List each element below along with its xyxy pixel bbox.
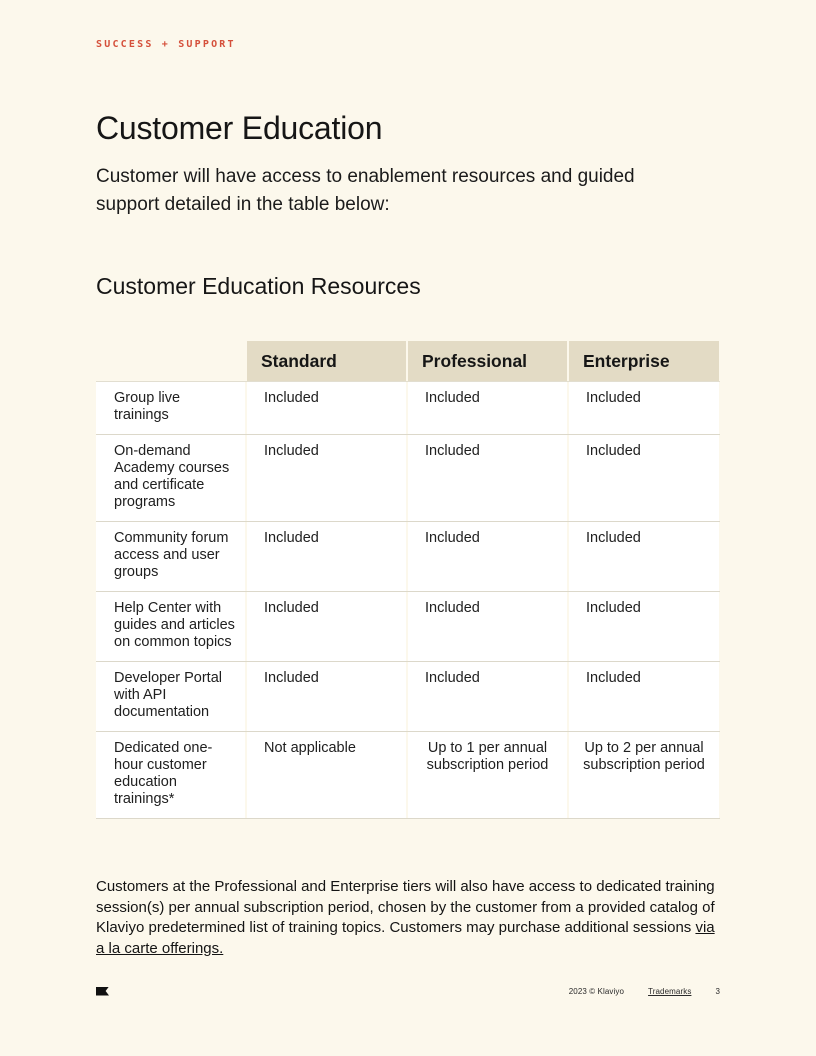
cell-standard: Included <box>247 522 406 591</box>
table-header-empty-cell <box>96 341 245 381</box>
education-resources-table <box>96 341 720 819</box>
cell-standard: Included <box>247 662 406 731</box>
table-body <box>96 381 720 819</box>
table-row <box>96 732 720 819</box>
section-title: Customer Education Resources <box>96 273 421 299</box>
table-header-standard: Standard <box>247 341 406 381</box>
a-la-carte-offerings-link[interactable]: via a la carte offerings. <box>96 919 715 957</box>
footer-meta <box>569 987 720 996</box>
footnote-paragraph <box>96 877 716 959</box>
row-label: Group live trainings <box>96 382 245 434</box>
cell-enterprise: Included <box>569 592 719 661</box>
cell-enterprise: Included <box>569 522 719 591</box>
cell-standard: Included <box>247 382 406 434</box>
page-title: Customer Education <box>96 110 383 146</box>
cell-professional: Included <box>408 522 567 591</box>
klaviyo-logo-icon <box>96 987 109 996</box>
table-row <box>96 592 720 662</box>
row-label: Community forum access and user groups <box>96 522 245 591</box>
footnote-text: Customers at the Professional and Enterprise tiers will also have access to dedicated training session(s) per annual subscription period, chosen by the customer from a provided catalog of Klaviyo predetermined list of training topics. Customers may purchase additional sessions <box>96 878 715 936</box>
cell-professional: Included <box>408 435 567 521</box>
table-row <box>96 381 720 435</box>
page-number: 3 <box>715 986 720 996</box>
row-label: On-demand Academy courses and certificate programs <box>96 435 245 521</box>
intro-paragraph: Customer will have access to enablement resources and guided support detailed in the table below: <box>96 166 635 215</box>
page-footer <box>96 984 720 998</box>
table-header-professional: Professional <box>408 341 567 381</box>
cell-professional: Included <box>408 592 567 661</box>
cell-enterprise: Included <box>569 382 719 434</box>
row-label: Help Center with guides and articles on common topics <box>96 592 245 661</box>
cell-enterprise: Up to 2 per annual subscription period <box>569 732 719 818</box>
eyebrow-label: SUCCESS + SUPPORT <box>96 39 236 50</box>
cell-professional: Included <box>408 662 567 731</box>
cell-enterprise: Included <box>569 435 719 521</box>
trademarks-link[interactable]: Trademarks <box>648 986 692 996</box>
table-row <box>96 662 720 732</box>
cell-standard: Included <box>247 592 406 661</box>
cell-standard: Included <box>247 435 406 521</box>
table-header-enterprise: Enterprise <box>569 341 719 381</box>
row-label: Dedicated one-hour customer education trainings* <box>96 732 245 818</box>
copyright-text: 2023 © Klaviyo <box>568 986 625 996</box>
cell-professional: Included <box>408 382 567 434</box>
table-row <box>96 435 720 522</box>
table-header-row <box>96 341 720 381</box>
cell-enterprise: Included <box>569 662 719 731</box>
row-label: Developer Portal with API documentation <box>96 662 245 731</box>
cell-professional: Up to 1 per annual subscription period <box>408 732 567 818</box>
cell-standard: Not applicable <box>247 732 406 818</box>
table-row <box>96 522 720 592</box>
